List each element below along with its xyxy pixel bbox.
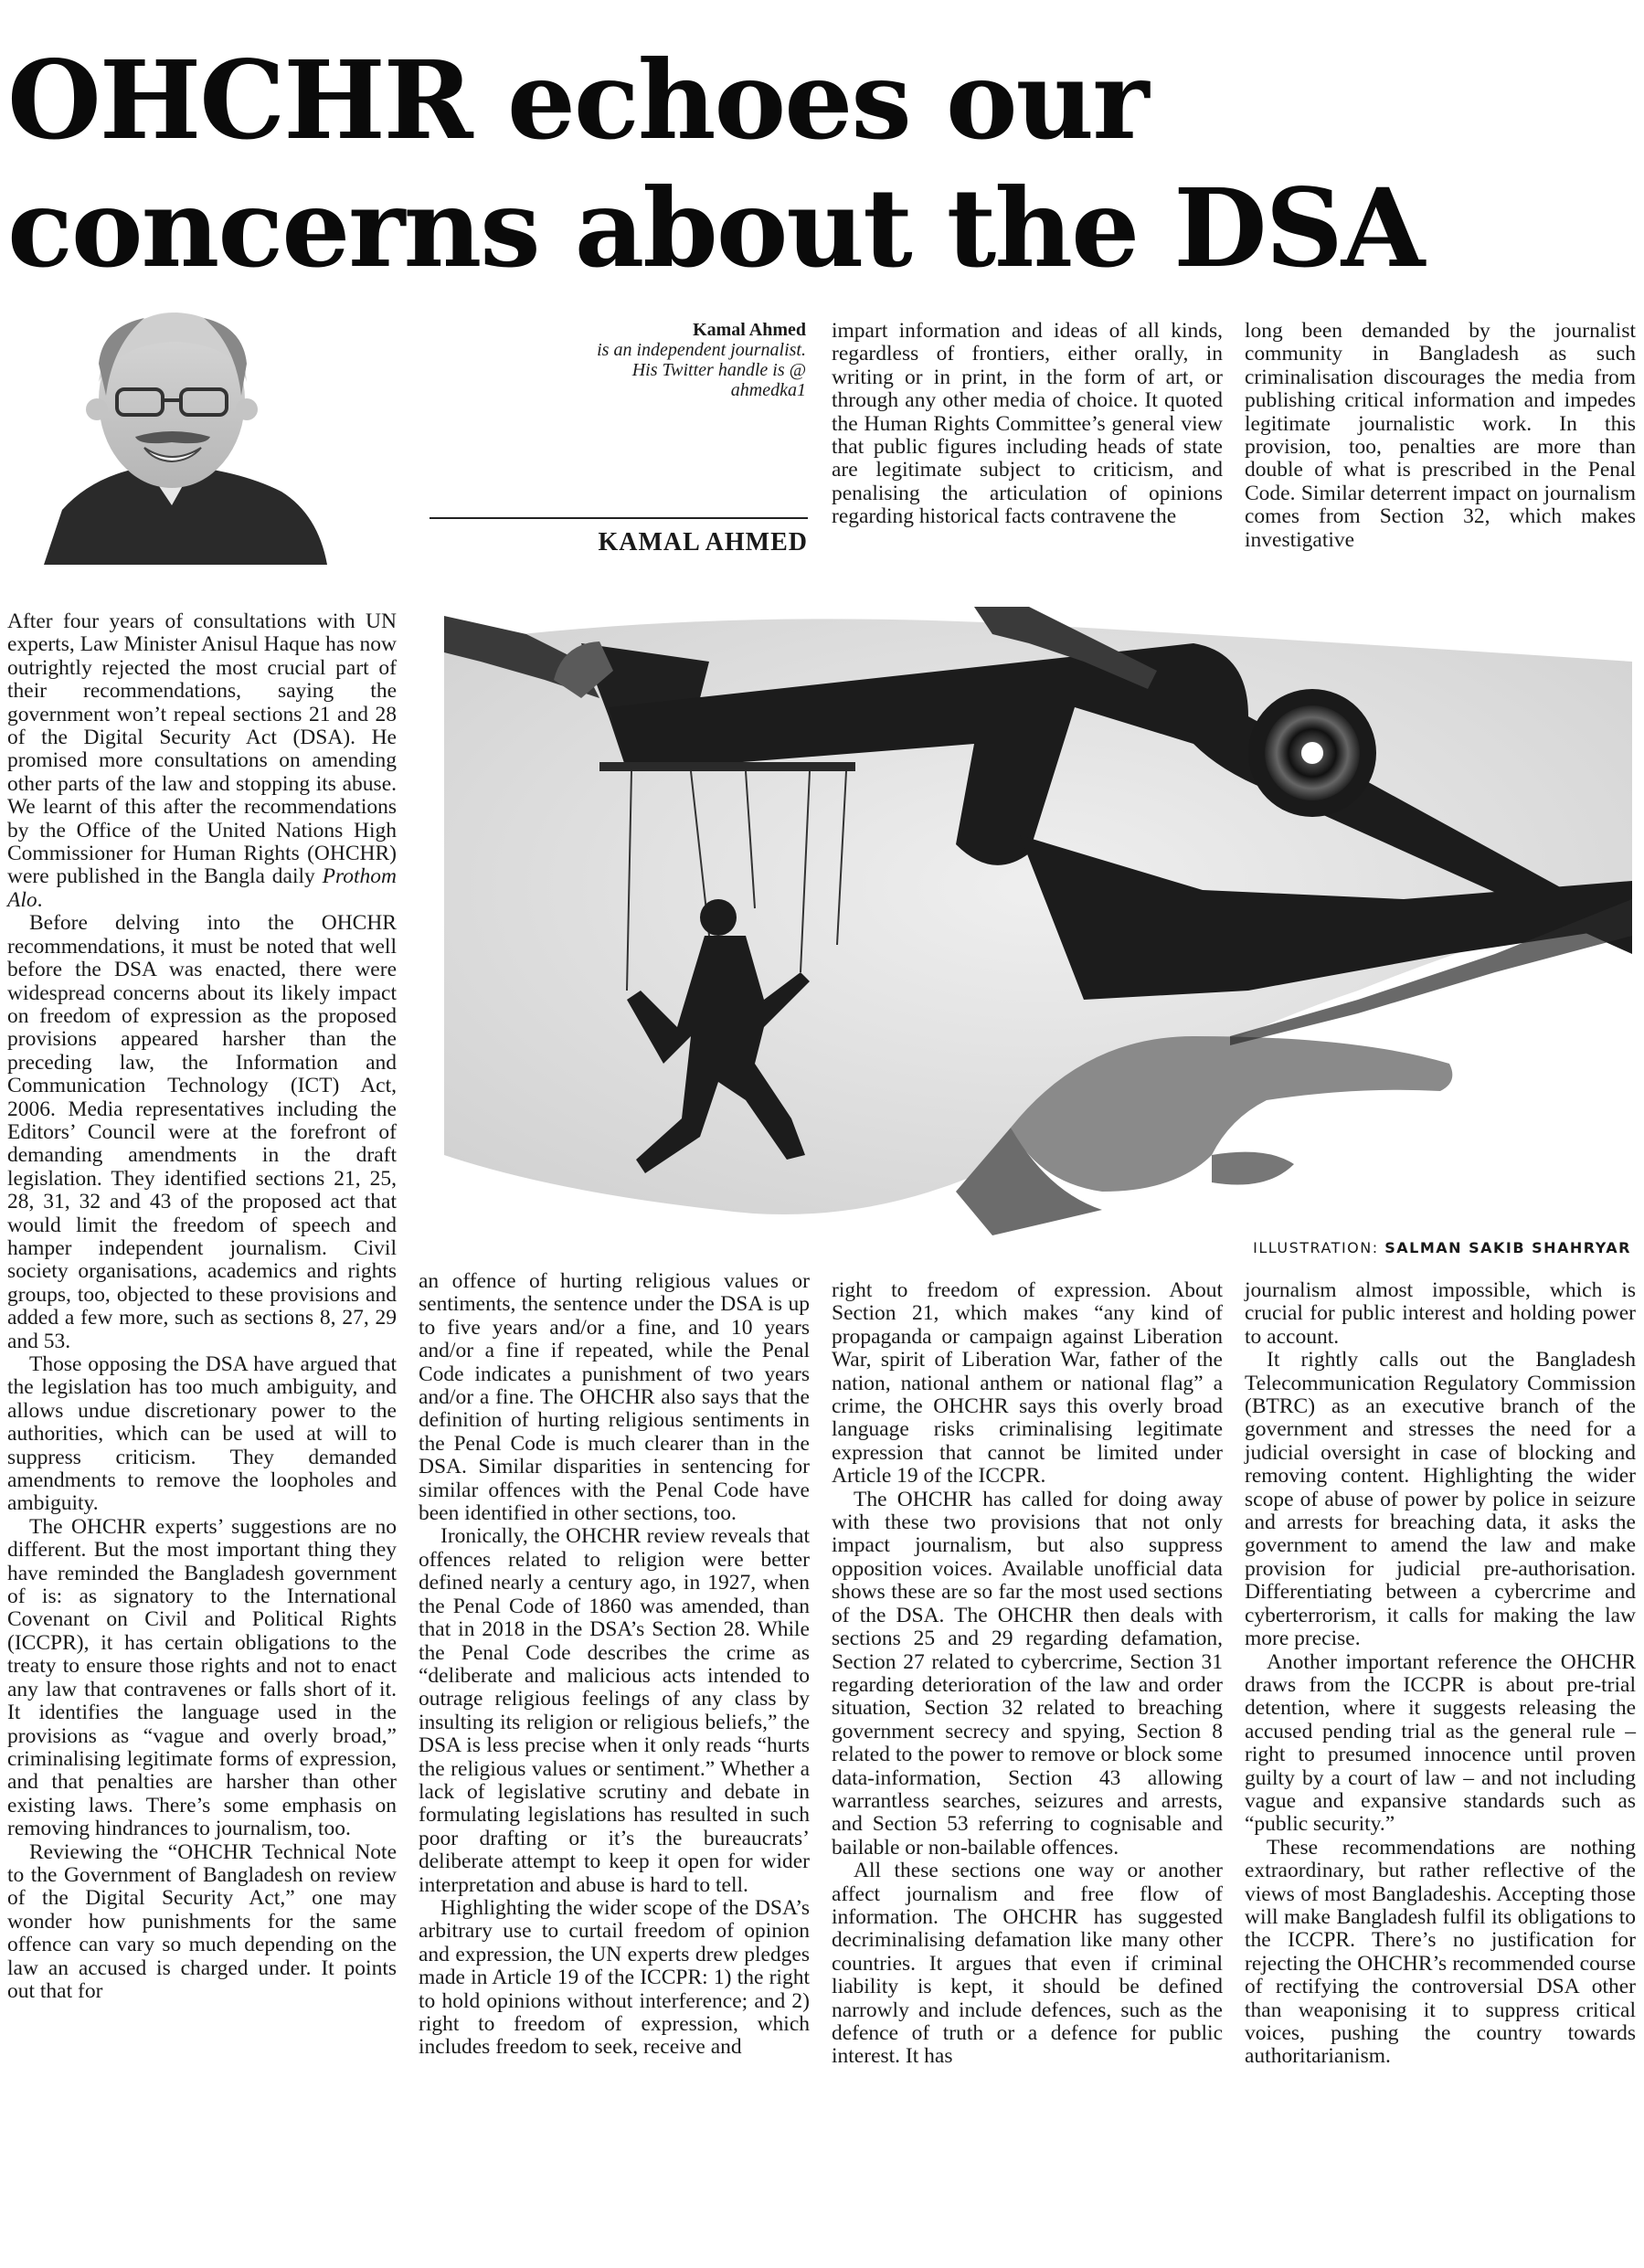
paragraph: All these sections one way or another affect journalism and free flow of information. The OHCHR has suggested decriminalising defamation like many other countries. It argues that even if criminal liability is kept, it should be defined narrowly and include defences, such as the defence of truth or a defence for public interest. It has <box>832 1859 1223 2069</box>
author-photo <box>7 309 409 565</box>
article-col-3-top <box>832 320 1223 529</box>
article-col-4 <box>1245 1279 1636 2069</box>
author-twitter-handle: ahmedka1 <box>730 380 806 400</box>
author-name: Kamal Ahmed <box>693 320 806 340</box>
headline <box>7 37 1634 292</box>
paragraph: journalism almost impossible, which is crucial for public interest and holding power to account. <box>1245 1278 1636 1349</box>
author-description-line-2: His Twitter handle is @ <box>631 360 806 380</box>
paragraph: long been demanded by the journalist community in Bangladesh as such criminalisation discourages the media from publishing critical information and impedes legitimate journalistic work. In this provision, too, penalties are more than double of what is prescribed in the Penal Code. Similar deterrent impact on journalism comes from Section 32, which makes investigative <box>1245 319 1636 552</box>
paragraph: right to freedom of expression. About Section 21, which makes “any kind of propaganda or campaign against Liberation War, spirit of Liberation War, father of the nation, national anthem or national flag” a crime, the OHCHR says this overly broad language risks criminalising legitimate expression that cannot be limited under Article 19 of the ICCPR. <box>832 1278 1223 1489</box>
byline: KAMAL AHMED <box>598 528 808 556</box>
article-col-3 <box>832 1279 1223 2069</box>
headline-line-1: OHCHR echoes our <box>7 37 1148 164</box>
illustration-credit <box>1253 1239 1631 1256</box>
paragraph: an offence of hurting religious values or sentiments, the sentence under the DSA is up to five years and/or a fine, and 10 years and/or a fine if repeated, while the Penal Code indicates a punishment of two years and/or a fine. The OHCHR also says that the definition of hurting religious sentiments in the Penal Code is much clearer than in the DSA. Similar disparities in sentencing for similar offences with the Penal Code have been identified in other sections, too. <box>419 1269 810 1526</box>
paragraph: Reviewing the “OHCHR Technical Note to the Government of Bangladesh on review of the Digital Security Act,” one may wonder how punishments for the same offence can vary so much depending on the law an accused is charged under. It points out that for <box>7 1839 397 2003</box>
author-description-line-1: is an independent journalist. <box>597 340 806 360</box>
article-col-2 <box>419 1270 810 2060</box>
paragraph: Another important reference the OHCHR draws from the ICCPR is about pre-trial detention, where it suggests releasing the accused pending trial as the general rule – right to presumed innocence until proven guilty by a court of law – and not including vague and expansive standards such as “public security.” <box>1245 1649 1636 1837</box>
illustrator-name: SALMAN SAKIB SHAHRYAR <box>1384 1239 1631 1256</box>
paragraph: It rightly calls out the Bangladesh Telecommunication Regulatory Commission (BTRC) as an executive branch of the government and stresses the need for a judicial oversight in case of blocking and removing content. Highlighting the wider scope of abuse of power by police in seizure and arrests for breaching data, it asks the government to amend the law and make provision for judicial pre-authorisation. Differentiating between a cybercrime and cyberterrorism, it calls for making the law more precise. <box>1245 1348 1636 1651</box>
paragraph: The OHCHR has called for doing away with these two provisions that not only impact journalism, but also suppress opposition voices. Available unofficial data shows these are so far the most used sections of the DSA. The OHCHR then deals with sections 25 and 29 regarding defamation, Section 27 related to cybercrime, Section 31 regarding deterioration of the law and order situation, Section 32 related to breaching government secrecy and spying, Section 8 related to the power to remove or block some data-information, Section 43 allowing warrantless searches, seizures and arrests, and Section 53 referring to cognisable and bailable or non-bailable offences. <box>832 1487 1223 1860</box>
paragraph-text: After four years of consultations with UN experts, Law Minister Anisul Haque has now outrightly rejected the most crucial part of their recommendations, saying the government won’t repeal sections 21 and 28 of the Digital Security Act (DSA). He promised more consultations on amending other parts of the law and stopping its abuse. We learnt of this after the recommendations by the Office of the United Nations High Commissioner for Human Rights (OHCHR) were published in the Bangla daily <box>7 609 397 889</box>
illustration-credit-label: ILLUSTRATION: <box>1253 1239 1379 1256</box>
paragraph: Before delving into the OHCHR recommendations, it must be noted that well before the DSA was enacted, there were widespread concerns about its likely impact on freedom of expression as the proposed provisions appeared harsher than the preceding law, the Information and Communication Technology (ICT) Act, 2006. Media representatives including the Editors’ Council were at the forefront of demanding amendments in the draft legislation. They identified sections 21, 25, 28, 31, 32 and 43 of the proposed act that would limit the freedom of speech and hamper independent journalism. Civil society organisations, academics and rights groups, too, objected to these provisions and added a few more, such as sections 8, 27, 29 and 53. <box>7 911 397 1353</box>
paragraph: impart information and ideas of all kinds, regardless of frontiers, either orally, in writing or in print, in the form of art, or through any other media of choice. It quoted the Human Rights Committee’s general view that public figures including heads of state are legitimate subject to criticism, and penalising the articulation of opinions regarding historical facts contravene the <box>832 319 1223 529</box>
paragraph: These recommendations are nothing extraordinary, but rather reflective of the views of most Bangladeshis. Accepting those will make Bangladesh fulfil its obligations to the ICCPR. There’s no justification for rejecting the OHCHR’s recommended course of rectifying the controversial DSA other than weaponising it to suppress critical voices, pushing the country towards authoritarianism. <box>1245 1835 1636 2069</box>
author-info <box>523 320 806 400</box>
paragraph-text: . <box>37 887 43 912</box>
paragraph: The OHCHR experts’ suggestions are no different. But the most important thing they have reminded the Bangladesh government of is: as signatory to the International Covenant on Civil and Political Rights (ICCPR), it has certain obligations to the treaty to ensure those rights and not to enact any law that contravenes or falls short of it. It identifies the language used in the provisions as “vague and overly broad,” criminalising legitimate forms of expression, and that penalties are harsher than other existing laws. There’s some emphasis on removing hindrances to journalism, too. <box>7 1514 397 1841</box>
paragraph: Highlighting the wider scope of the DSA’s arbitrary use to curtail freedom of opinion and expression, the UN experts drew pledges made in Article 19 of the ICCPR: 1) the right to hold opinions without interference; and 2) right to freedom of expression, which includes freedom to seek, receive and <box>419 1895 810 2060</box>
paragraph: Those opposing the DSA have argued that the legislation has too much ambiguity, and allows undue discretionary power to the authorities, which can be used at will to suppress criticism. They demanded amendments to remove the loopholes and ambiguity. <box>7 1352 397 1516</box>
illustration <box>444 607 1632 1235</box>
paragraph: Ironically, the OHCHR review reveals that offences related to religion were better defined nearly a century ago, in 1927, when the Penal Code of 1860 was amended, than that in 2018 in the DSA’s Section 28. While the Penal Code describes the crime as “deliberate and malicious acts intended to outrage religious feelings of any class by insulting its religion or religious beliefs,” the DSA is less precise when it only reads “hurts the religious values or sentiment.” Whether a lack of legislative scrutiny and debate in formulating legislations has resulted in such poor drafting or it’s the bureaucrats’ deliberate attempt to keep it open for wider interpretation and abuse is hard to tell. <box>419 1524 810 1897</box>
newspaper-name: Prothom Alo <box>7 864 397 912</box>
article-col-1 <box>7 610 397 2003</box>
byline-rule <box>430 517 808 519</box>
paragraph <box>7 610 397 912</box>
headline-line-2: concerns about the DSA <box>7 164 1424 291</box>
article-col-4-top <box>1245 320 1636 552</box>
